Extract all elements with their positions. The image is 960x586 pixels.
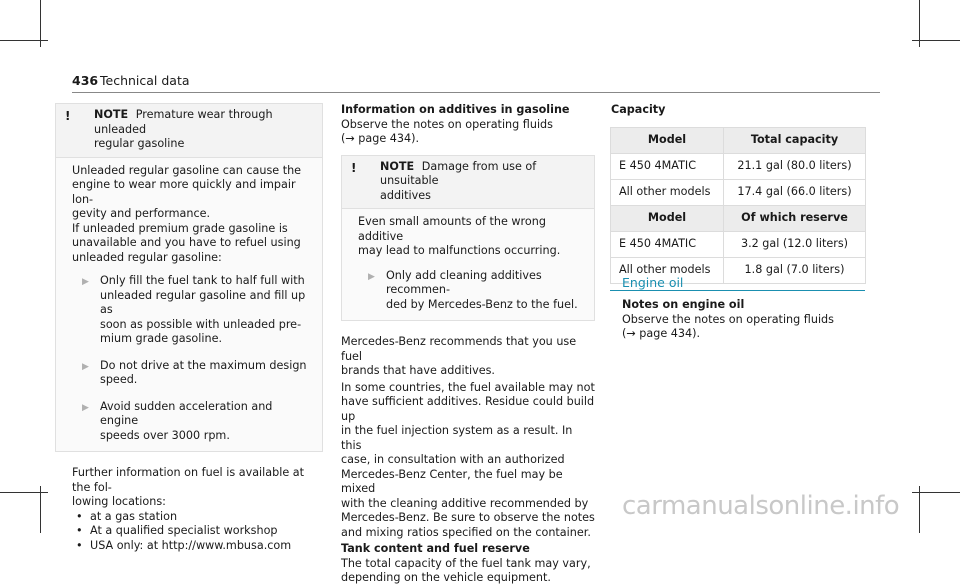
engine-oil-heading: Engine oil (622, 275, 684, 290)
text-line: If unleaded premium grade gasoline is (72, 221, 288, 235)
list-item-text[interactable]: USA only: at http://www.mbusa.com (90, 538, 292, 552)
section-title: Technical data (100, 73, 190, 88)
text-line: mium grade gasoline. (100, 332, 223, 345)
text-line: ded by Mercedes-Benz to the fuel. (386, 297, 578, 311)
text-line: lowing locations: (72, 495, 166, 508)
page-reference-link[interactable]: (→ page 434). (622, 327, 701, 340)
note-heading (342, 156, 594, 209)
table-cell: 1.8 gal (7.0 liters) (724, 257, 866, 283)
page-reference-link[interactable]: (→ page 434). (341, 132, 420, 145)
text-line: The total capacity of the fuel tank may vary, (341, 556, 591, 570)
step-arrow-icon: ▶ (82, 361, 89, 372)
note-heading (56, 104, 322, 157)
tank-title: Tank content and fuel reserve (341, 542, 530, 555)
step-arrow-icon: ▶ (368, 271, 375, 282)
instruction-step (358, 269, 584, 313)
additives-title: Information on additives in gasoline (341, 103, 570, 116)
capacity-table (610, 127, 866, 284)
column-right (610, 103, 866, 284)
crop-mark (912, 492, 960, 493)
step-arrow-icon: ▶ (82, 277, 89, 287)
crop-mark (0, 492, 48, 493)
note-box-additives (341, 155, 595, 322)
text-line: Mercedes-Benz Center, the fuel may be mixed (341, 467, 563, 495)
text-line: unleaded regular gasoline and fill up as (100, 288, 306, 316)
heading-divider (610, 290, 865, 291)
instruction-step (72, 274, 312, 347)
text-line: Observe the notes on operating fluids (341, 117, 553, 131)
table-row (611, 231, 866, 257)
instruction-step (72, 359, 312, 388)
note-box-gasoline (55, 103, 323, 452)
bullet-icon: • (76, 538, 83, 552)
text-line: Only add cleaning additives recommen- (386, 268, 542, 296)
capacity-title: Capacity (611, 103, 666, 116)
list-item-text: at a gas station (90, 509, 178, 523)
note-heading-line: additives (380, 188, 431, 202)
list-item (72, 524, 323, 539)
table-row (611, 179, 866, 205)
further-info (55, 466, 323, 553)
paragraph (341, 381, 595, 541)
table-cell: All other models (611, 257, 724, 283)
step-arrow-icon: ▶ (82, 402, 89, 413)
text-line: case, in consultation with an authorized (341, 453, 565, 466)
column-header: Total capacity (724, 127, 866, 153)
text-line: Do not drive at the maximum design (100, 358, 307, 372)
column-middle (341, 103, 595, 586)
table-cell: All other models (611, 179, 724, 205)
list-item-text: At a qualified specialist workshop (90, 524, 278, 537)
table-cell: E 450 4MATIC (611, 153, 724, 179)
column-header: Of which reserve (724, 205, 866, 231)
note-title: NOTE (94, 108, 129, 121)
warning-icon: ! (351, 160, 357, 175)
paragraph (341, 335, 595, 379)
warning-icon: ! (65, 109, 71, 123)
text-line: Even small amounts of the wrong additive (358, 215, 546, 243)
crop-mark (0, 40, 48, 41)
text-line: gevity and performance. (72, 207, 211, 220)
instruction-step (72, 400, 312, 444)
page-number: 436 (72, 73, 99, 88)
header-divider (72, 92, 880, 93)
bullet-icon: • (76, 524, 83, 537)
text-line: Avoid sudden acceleration and engine (100, 399, 273, 427)
text-line: Further information on fuel is available at the fol- (72, 466, 305, 494)
table-row (611, 153, 866, 179)
engine-oil-section (622, 298, 862, 342)
notes-title: Notes on engine oil (622, 298, 745, 311)
text-line: Mercedes-Benz. Be sure to observe the notes (341, 511, 595, 524)
column-header: Model (611, 205, 724, 231)
table-cell: 17.4 gal (66.0 liters) (724, 179, 866, 205)
text-line: soon as possible with unleaded pre- (100, 317, 302, 331)
text-line: Observe the notes on operating fluids (622, 312, 834, 326)
text-line: unavailable and you have to refuel using (72, 236, 301, 249)
text-line: speeds over 3000 rpm. (100, 428, 230, 442)
text-line: Unleaded regular gasoline can cause the (72, 163, 302, 177)
crop-mark (919, 486, 920, 533)
text-line: in the fuel injection system as a result. In this (341, 424, 573, 452)
text-line: In some countries, the fuel available may not (341, 380, 595, 394)
text-line: engine to wear more quickly and impair lon- (72, 178, 296, 206)
table-header-row (611, 205, 866, 231)
text-line: may lead to malfunctions occurring. (358, 244, 561, 257)
table-cell: 3.2 gal (12.0 liters) (724, 231, 866, 257)
note-heading-line: Damage from use of unsuitable (380, 159, 537, 187)
watermark: carmanualsonline.info (622, 491, 900, 521)
table-cell: 21.1 gal (80.0 liters) (724, 153, 866, 179)
list-item (72, 510, 323, 525)
column-left (55, 103, 323, 553)
note-heading-line: regular gasoline (94, 137, 185, 150)
list-item (72, 539, 323, 554)
note-title: NOTE (380, 159, 415, 173)
bullet-icon: • (76, 509, 83, 523)
text-line: speed. (100, 373, 138, 386)
text-line: and mixing ratios specified on the container. (341, 525, 591, 539)
crop-mark (40, 486, 41, 533)
text-line: with the cleaning additive recommended by (341, 496, 589, 510)
note-body (56, 157, 322, 452)
crop-mark (912, 40, 960, 41)
column-header: Model (611, 127, 724, 153)
text-line: have sufficient additives. Residue could build up (341, 395, 595, 423)
note-body (342, 208, 594, 320)
text-line: unleaded regular gasoline: (72, 250, 222, 264)
text-line: brands that have additives. (341, 364, 495, 377)
table-header-row (611, 127, 866, 153)
table-cell: E 450 4MATIC (611, 231, 724, 257)
text-line: depending on the vehicle equipment. (341, 571, 551, 584)
text-line: Mercedes-Benz recommends that you use fuel (341, 335, 577, 363)
text-line: Only fill the fuel tank to half full with (100, 274, 305, 287)
note-heading-line: Premature wear through unleaded (94, 108, 273, 136)
